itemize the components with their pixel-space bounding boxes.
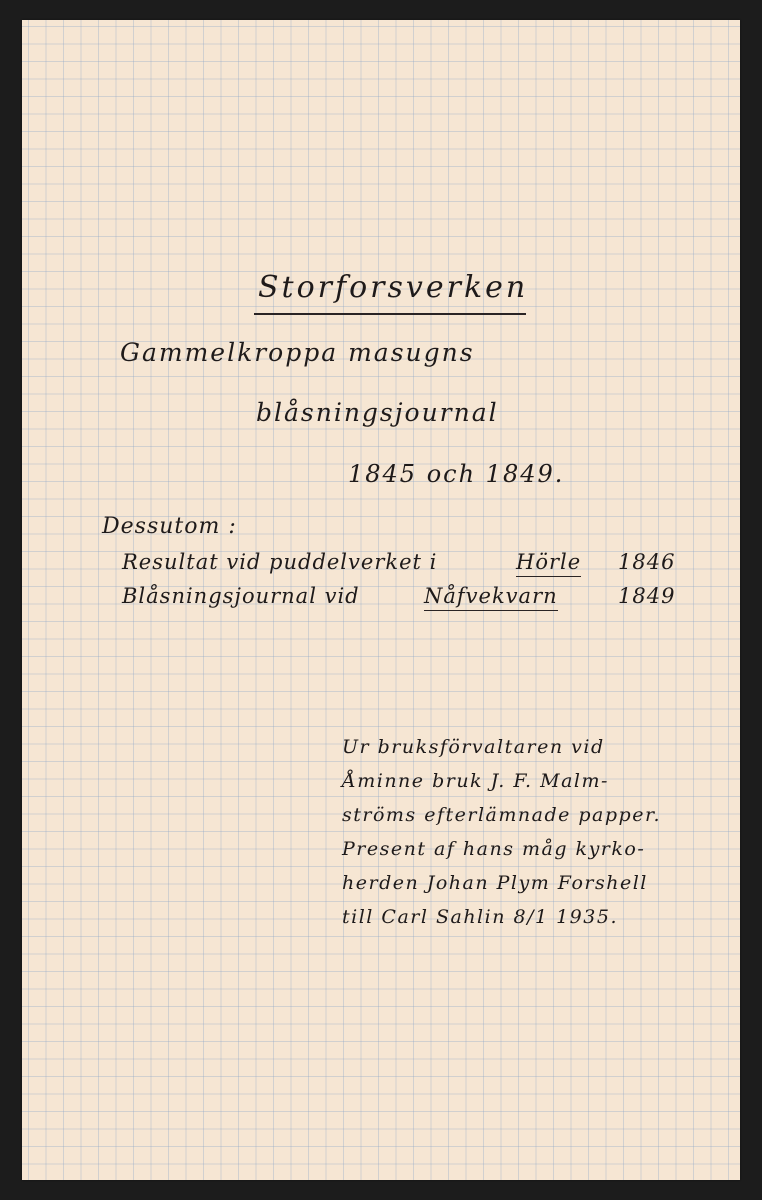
item-place: Nåfvekvarn bbox=[424, 584, 558, 611]
note-line: ströms efterlämnade papper. bbox=[342, 804, 661, 826]
note-line: Åminne bruk J. F. Malm- bbox=[342, 770, 609, 792]
title-underline bbox=[254, 313, 526, 315]
note-line: till Carl Sahlin 8/1 1935. bbox=[342, 906, 618, 928]
note-line: herden Johan Plym Forshell bbox=[342, 872, 648, 894]
item-place: Hörle bbox=[516, 550, 581, 577]
note-line: Ur bruksförvaltaren vid bbox=[342, 736, 605, 758]
document-page bbox=[22, 20, 740, 1180]
subtitle-line-2: blåsningsjournal bbox=[256, 398, 499, 427]
item-prefix: Resultat vid puddelverket i bbox=[122, 550, 438, 574]
note-line: Present af hans måg kyrko- bbox=[342, 838, 646, 860]
item-year: 1846 bbox=[618, 550, 676, 574]
dessutom-label: Dessutom : bbox=[102, 514, 237, 539]
subtitle-years: 1845 och 1849. bbox=[348, 460, 565, 488]
document-title: Storforsverken bbox=[258, 270, 529, 305]
subtitle-line-1: Gammelkroppa masugns bbox=[120, 338, 475, 367]
item-year: 1849 bbox=[618, 584, 676, 608]
item-prefix: Blåsningsjournal vid bbox=[122, 584, 360, 608]
